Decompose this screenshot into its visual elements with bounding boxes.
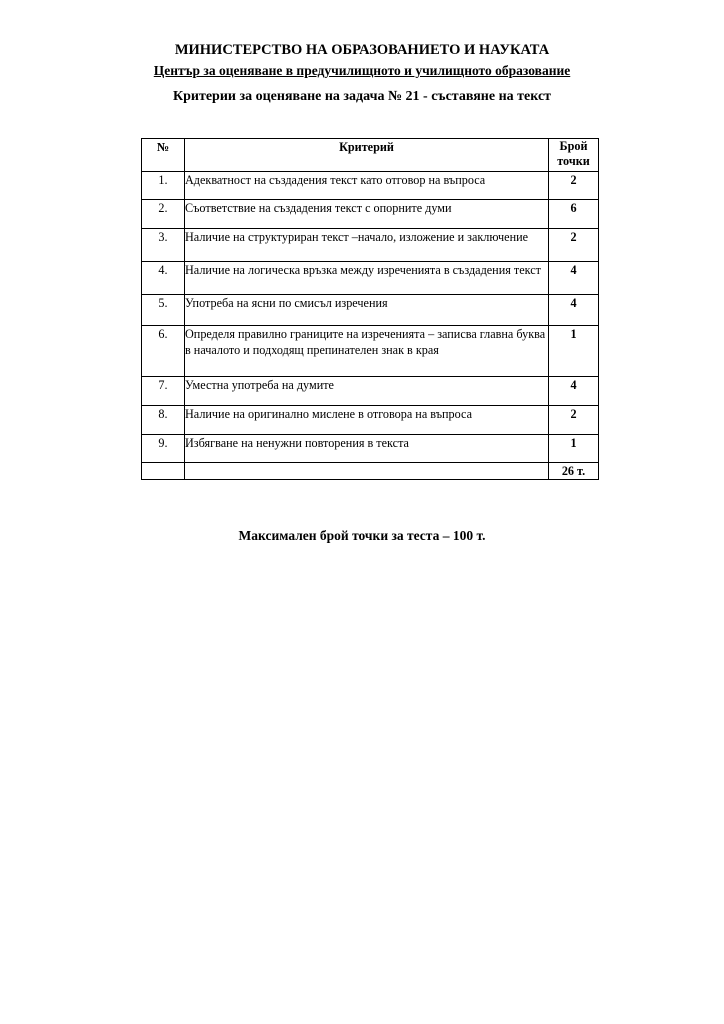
row-points: 1 [549, 326, 599, 377]
table-row [142, 406, 599, 435]
max-points-note: Максимален брой точки за теста – 100 т. [238, 528, 486, 543]
table-row [142, 229, 599, 262]
table-row [142, 172, 599, 200]
row-number: 6. [142, 326, 185, 377]
table-row [142, 262, 599, 295]
total-row-empty-criterion [185, 463, 549, 480]
row-criterion: Адекватност на създадения текст като отговор на въпроса [185, 172, 549, 200]
column-header-points-line2: точки [557, 154, 590, 168]
row-points: 2 [549, 229, 599, 262]
column-header-number: № [142, 139, 185, 172]
table-header-row [142, 139, 599, 172]
row-points: 4 [549, 377, 599, 406]
column-header-criterion: Критерий [185, 139, 549, 172]
row-number: 1. [142, 172, 185, 200]
row-number: 8. [142, 406, 185, 435]
row-points: 4 [549, 262, 599, 295]
row-criterion: Наличие на структуриран текст –начало, изложение и заключение [185, 229, 549, 262]
row-number: 7. [142, 377, 185, 406]
document-title: Критерии за оценяване на задача № 21 - съставяне на текст [172, 89, 552, 104]
table-row [142, 326, 599, 377]
row-number: 5. [142, 295, 185, 326]
row-criterion: Избягване на ненужни повторения в текста [185, 435, 549, 463]
table-row [142, 377, 599, 406]
table-row [142, 295, 599, 326]
row-number: 4. [142, 262, 185, 295]
row-criterion: Определя правилно границите на изреченията – записва главна буква в началото и подходящ препинателен знак в края [185, 326, 549, 377]
column-header-points [549, 139, 599, 172]
row-number: 2. [142, 200, 185, 229]
row-number: 9. [142, 435, 185, 463]
row-points: 2 [549, 172, 599, 200]
row-criterion: Съответствие на създадения текст с опорните думи [185, 200, 549, 229]
table-row [142, 435, 599, 463]
total-points: 26 т. [549, 463, 599, 480]
row-points: 6 [549, 200, 599, 229]
row-number: 3. [142, 229, 185, 262]
row-criterion: Употреба на ясни по смисъл изречения [185, 295, 549, 326]
row-criterion: Наличие на логическа връзка между изреченията в създадения текст [185, 262, 549, 295]
total-row-empty-number [142, 463, 185, 480]
row-points: 4 [549, 295, 599, 326]
row-criterion: Уместна употреба на думите [185, 377, 549, 406]
column-header-points-line1: Брой [559, 139, 588, 153]
ministry-heading: МИНИСТЕРСТВО НА ОБРАЗОВАНИЕТО И НАУКАТА [174, 42, 550, 58]
row-points: 1 [549, 435, 599, 463]
table-row [142, 200, 599, 229]
center-heading: Център за оценяване в предучилищното и училищното образование [153, 63, 571, 78]
criteria-table [141, 138, 599, 480]
row-points: 2 [549, 406, 599, 435]
row-criterion: Наличие на оригинално мислене в отговора на въпроса [185, 406, 549, 435]
total-row [142, 463, 599, 480]
